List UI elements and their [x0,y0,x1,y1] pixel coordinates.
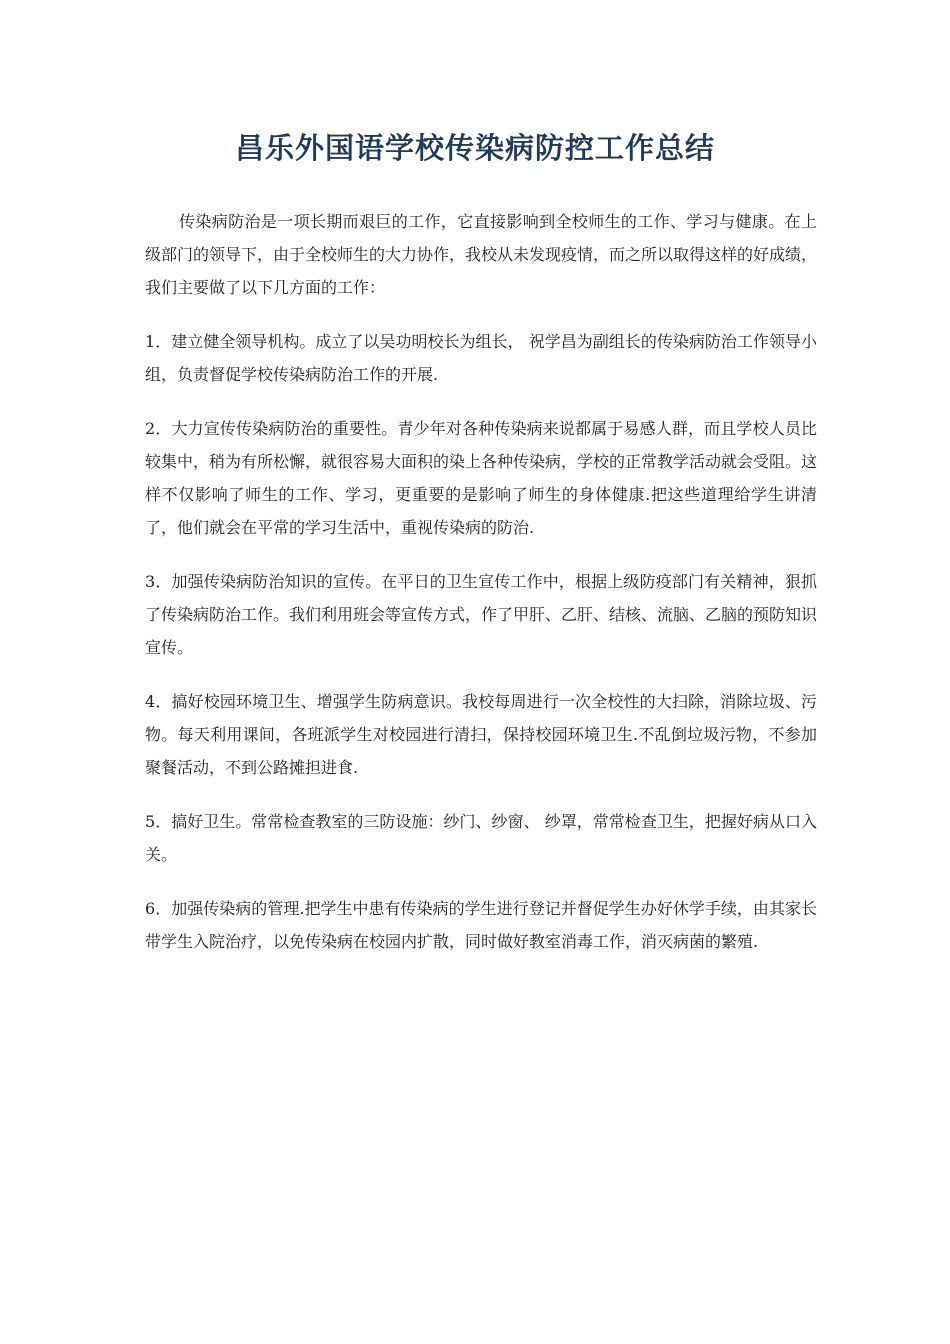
list-item: 1．建立健全领导机构。成立了以吴功明校长为组长， 祝学昌为副组长的传染病防治工作领导小组，负责督促学校传染病防治工作的开展. [145,332,817,384]
document-body [145,205,817,979]
list-item: 5．搞好卫生。常常检查教室的三防设施：纱门、纱窗、 纱罩，常常检查卫生，把握好病从口入关。 [145,812,817,864]
document-title: 昌乐外国语学校传染病防控工作总结 [234,131,715,165]
list-item: 2．大力宣传传染病防治的重要性。青少年对各种传染病来说都属于易感人群，而且学校人员比较集中，稍为有所松懈，就很容易大面积的染上各种传染病，学校的正常教学活动就会受阻。这样不仅影响了师生的工作、学习，更重要的是影响了师生的身体健康.把这些道理给学生讲清了，他们就会在平常的学习生活中，重视传染病的防治. [145,419,818,537]
intro-paragraph: 传染病防治是一项长期而艰巨的工作，它直接影响到全校师生的工作、学习与健康。在上级部门的领导下，由于全校师生的大力协作，我校从未发现疫情，而之所以取得这样的好成绩，我们主要做了以下几方面的工作： [145,212,818,297]
list-item: 4．搞好校园环境卫生、增强学生防病意识。我校每周进行一次全校性的大扫除，消除垃圾、污物。每天利用课间，各班派学生对校园进行清扫，保持校园环境卫生.不乱倒垃圾污物，不参加聚餐活动，不到公路摊担进食. [145,692,817,777]
list-item: 3．加强传染病防治知识的宣传。在平日的卫生宣传工作中，根据上级防疫部门有关精神，狠抓了传染病防治工作。我们利用班会等宣传方式，作了甲肝、乙肝、结核、流脑、乙脑的预防知识宣传。 [145,572,818,657]
list-item: 6．加强传染病的管理.把学生中患有传染病的学生进行登记并督促学生办好休学手续，由其家长带学生入院治疗，以免传染病在校园内扩散，同时做好教室消毒工作，消灭病菌的繁殖. [145,899,817,951]
